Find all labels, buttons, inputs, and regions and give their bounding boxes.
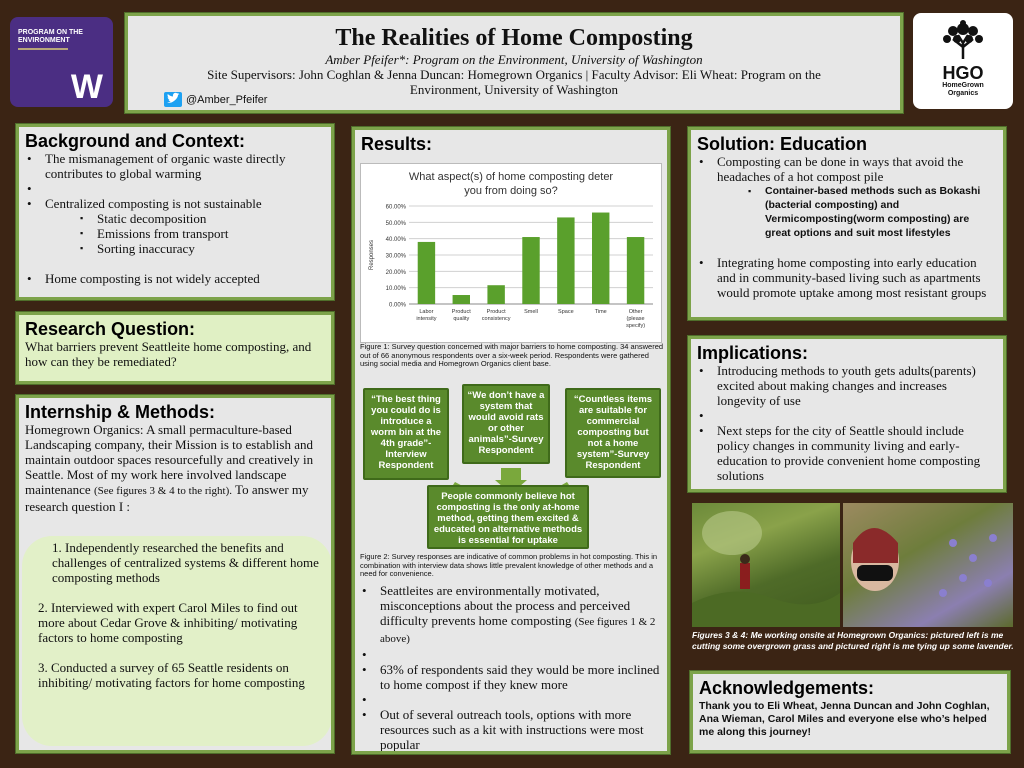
solution-bullet-1: • Composting can be done in ways that avoid the headaches of a hot compost pile (697, 154, 997, 184)
chart-bar (522, 237, 539, 304)
background-bullet-2: • Centralized composting is not sustainable (25, 196, 325, 211)
research-question-heading: Research Question: (25, 319, 196, 339)
twitter-bird-icon (164, 92, 182, 107)
results-bullet-1-figref: (See figures 1 & 2 above) (380, 616, 656, 645)
spacer (360, 647, 668, 662)
internship-intro (25, 422, 325, 514)
quote-2-text: “We don’t have a system that would avoid rats or other animals”-Survey Respondent (467, 390, 545, 456)
chart-y-tick-label: 30.00% (385, 253, 406, 260)
photo-tying-lavender (843, 503, 1013, 627)
author-line (138, 52, 890, 67)
solution-sublist (745, 184, 997, 240)
solution-heading: Solution: Education (697, 134, 867, 154)
chart-x-tick-label: (please (626, 316, 645, 322)
implications-bullet-2: • Next steps for the city of Seattle should include policy changes in community living and early-education to provide convenient home composting solutions (697, 423, 997, 483)
internship-intro-end: To answer my research question I : (25, 482, 309, 514)
background-list-2 (25, 271, 325, 286)
internship-intro-figref: (See figures 3 & 4 to the right). (93, 485, 233, 497)
chart-bar (487, 285, 504, 304)
uw-logo-bar (18, 48, 68, 50)
photo-right-scene (843, 503, 1013, 627)
chart-x-tick-label: consistency (481, 316, 511, 322)
chart-bar (627, 237, 644, 304)
author-text: Amber Pfeifer*: Program on the Environment, University of Washington (325, 52, 703, 67)
background-sub-3: ▪ Sorting inaccuracy (77, 241, 325, 256)
chart-x-tick-label: Other (628, 309, 643, 315)
survey-bar-chart (360, 163, 662, 343)
chart-y-tick-label: 10.00% (385, 286, 406, 293)
uw-logo-text (18, 29, 105, 45)
results-heading: Results: (361, 134, 433, 154)
solution-bullet-2: • Integrating home composting into early education and in community-based living such as apartments would promote uptake among most resistant groups (697, 255, 997, 300)
quote-box-2 (462, 384, 550, 464)
background-list (25, 151, 325, 211)
results-bullet-1 (360, 583, 668, 647)
chart-svg (361, 164, 661, 342)
homegrown-organics-logo (913, 13, 1013, 109)
solution-panel (688, 127, 1006, 320)
results-bullet-1-main: Seattleites are environmentally motivated, misconceptions about the process and perceived difficulty prevents home composting (380, 583, 631, 628)
spacer (25, 181, 325, 196)
chart-x-tick-label: Space (558, 309, 574, 315)
chart-bar (592, 213, 609, 304)
chart-x-tick-label: quality (453, 316, 470, 322)
hgo-logo-text: HGO (942, 63, 984, 83)
results-bullets (360, 583, 668, 752)
solution-list (697, 154, 997, 184)
twitter-handle-block (164, 92, 267, 107)
internship-heading: Internship & Methods: (25, 402, 215, 422)
chart-x-tick-label: Product (451, 309, 471, 315)
results-bullet-2: • 63% of respondents said they would be more inclined to home compost if they knew more (360, 662, 668, 692)
chart-bar (557, 217, 574, 304)
implications-bullet-1: • Introducing methods to youth gets adults(parents) excited about making changes and increases longevity of use (697, 363, 997, 408)
chart-title-line-1: What aspect(s) of home composting deter (408, 171, 614, 183)
solution-list-2 (697, 255, 997, 300)
background-bullet-3: • Home composting is not widely accepted (25, 271, 325, 286)
background-sublist (77, 211, 325, 256)
method-3: 3. Conducted a survey of 65 Seattle residents on inhibiting/ motivating factors for home composting (38, 660, 305, 690)
chart-x-tick-label: specify) (626, 323, 646, 329)
supervisors-line-1: Site Supervisors: John Coghlan & Jenna Duncan: Homegrown Organics | Faculty Advisor: Eli Wheat: Program on the (207, 67, 821, 82)
figure-1-caption: Figure 1: Survey question concerned with major barriers to home composting. 34 answered out of 66 anonymous respondents over a six-week period. Respondents were gathered using social media and Homegrown Organics client base. (360, 342, 664, 368)
uw-logo-line1: PROGRAM ON THE (18, 29, 83, 36)
implications-panel (688, 336, 1006, 492)
chart-bar (453, 295, 470, 304)
photo-cutting-grass (692, 503, 840, 627)
twitter-handle: @Amber_Pfeifer (186, 93, 268, 106)
quote-1-text: “The best thing you could do is introduce a worm bin at the 4th grade”- Interview Respondent (370, 394, 442, 471)
hgo-sub-line1: HomeGrown (942, 82, 984, 89)
hgo-sub-line2: Organics (947, 90, 979, 97)
summary-quote-text: People commonly believe hot composting is the only at-home method, getting them excited & educated on alternative methods is essential for uptake (433, 491, 583, 546)
chart-y-axis-label: Responses (369, 239, 375, 271)
solution-sub-1: ▪ Container-based methods such as Bokashi (bacterial composting) and Vermicomposting(worm composting) are great options and suit most lifestyles (745, 184, 997, 240)
uw-w-mark: W (70, 68, 103, 106)
photo-left-scene (692, 503, 840, 627)
figure-2-caption: Figure 2: Survey responses are indicative of common problems in hot composting. This in combination with interview data shows little prevalent knowledge of other methods and a need for convenience. (360, 552, 658, 578)
chart-x-tick-label: Time (594, 309, 607, 315)
tree-icon (933, 19, 993, 61)
hgo-logo-subtitle (913, 82, 1013, 98)
uw-logo-line2: ENVIRONMENT (18, 37, 70, 44)
research-question-text: What barriers prevent Seattleite home composting, and how can they be remediated? (25, 339, 312, 369)
method-1: 1. Independently researched the benefits and challenges of centralized systems & different home composting methods (52, 540, 319, 585)
implications-list (697, 363, 997, 483)
supervisors-line-2: Environment, University of Washington (409, 82, 619, 97)
chart-title-line-2: you from doing so? (464, 185, 558, 197)
research-question-panel (16, 312, 334, 384)
chart-y-tick-label: 40.00% (385, 237, 406, 244)
spacer (360, 692, 668, 707)
chart-x-tick-label: Smell (524, 309, 538, 315)
internship-methods-panel (16, 395, 334, 753)
chart-x-tick-label: intensity (416, 316, 437, 322)
chart-y-tick-label: 50.00% (385, 220, 406, 227)
chart-x-tick-label: Product (486, 309, 506, 315)
internship-intro-main: Homegrown Organics: A small permaculture-based Landscaping company, their Mission is to establish and maintain outdoor spaces resourcefully and creatively in Seattle. Most of my work here involved landscape maintenance (25, 422, 314, 497)
background-sub-1: ▪ Static decomposition (77, 211, 325, 226)
uw-program-logo (10, 17, 113, 107)
photos-caption: Figures 3 & 4: Me working onsite at Homegrown Organics: pictured left is me cutting some overgrown grass and pictured right is me tying up some lavender. (692, 630, 1014, 651)
summary-quote-box (427, 485, 589, 549)
chart-bar (418, 242, 435, 304)
background-bullet-1: • The mismanagement of organic waste directly contributes to global warming (25, 151, 325, 181)
chart-x-tick-label: Labor (419, 309, 434, 315)
acknowledgements-heading: Acknowledgements: (699, 678, 875, 698)
methods-box (22, 536, 332, 746)
spacer (697, 408, 997, 423)
acknowledgements-panel (690, 671, 1010, 753)
background-heading: Background and Context: (25, 131, 246, 151)
method-2: 2. Interviewed with expert Carol Miles to find out more about Cedar Grove & inhibiting/ motivating factors to home composting (38, 600, 298, 645)
chart-y-tick-label: 60.00% (385, 204, 406, 211)
acknowledgements-text: Thank you to Eli Wheat, Jenna Duncan and John Coghlan, Ana Wieman, Carol Miles and everyone else who’s helped me along this journey! (699, 700, 990, 738)
poster-title: The Realities of Home Composting (335, 25, 693, 51)
chart-y-tick-label: 0.00% (388, 302, 406, 309)
background-sub-2: ▪ Emissions from transport (77, 226, 325, 241)
background-panel (16, 124, 334, 300)
results-bullet-3: • Out of several outreach tools, options with more resources such as a kit with instructions were most popular (360, 707, 668, 752)
implications-heading: Implications: (697, 343, 809, 363)
quote-3-text: “Countless items are suitable for commercial composting but not a home system”-Survey Respondent (573, 394, 653, 471)
results-panel (352, 127, 670, 754)
chart-y-tick-label: 20.00% (385, 269, 406, 276)
